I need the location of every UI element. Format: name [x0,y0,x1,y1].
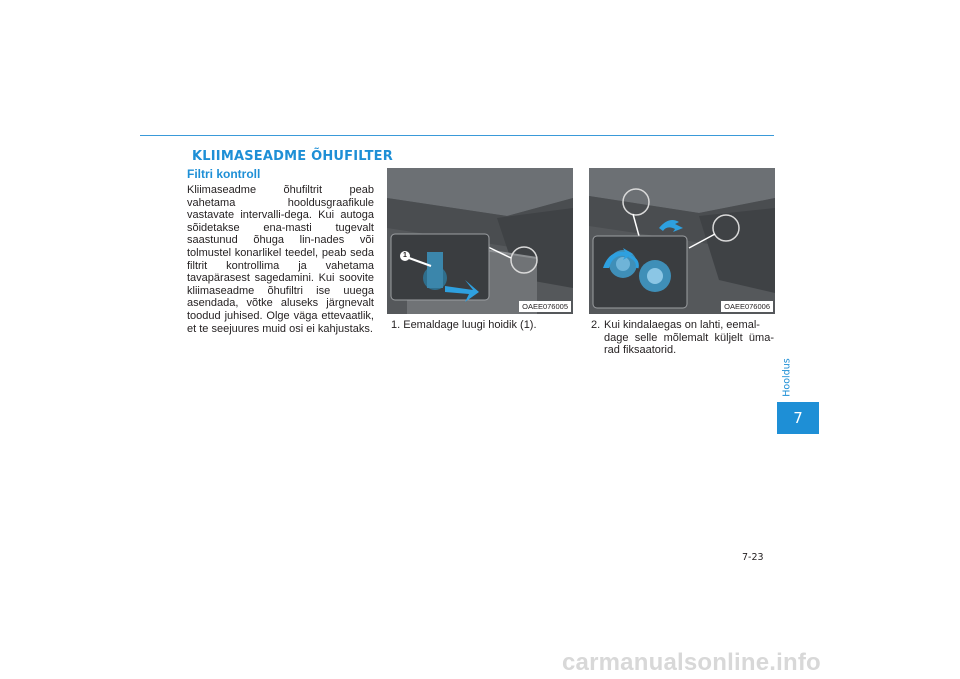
page-number: 7-23 [742,552,764,563]
watermark: carmanualsonline.info [562,649,821,676]
step-1-text: 1. Eemaldage luugi hoidik (1). [391,319,537,331]
chapter-side-label [777,355,797,400]
section-title: KLIIMASEADME ÕHUFILTER [192,149,393,164]
chapter-number-tab: 7 [777,402,819,434]
step-2 [591,319,774,357]
glovebox-stoppers-illustration [589,168,775,314]
step-2-continuation: dage selle mõlemalt küljelt üma-rad fiksaatorid. [604,331,774,357]
step-2-number: 2. [591,319,601,331]
figure-code: OAEE076005 [519,301,571,312]
step-2-line1: Kui kindalaegas on lahti, eemal- [604,319,760,331]
figure-glovebox-stoppers [589,168,775,314]
figure-glovebox-stay [387,168,573,314]
body-paragraph: Kliimaseadme õhufiltrit peab vahetama hooldusgraafikule vastavate intervalli-dega. Kui autoga sõidetakse ena-masti tugevalt saastunud õhuga lin-nades või tolmustel konarlikel teedel, peab seda filtrit kontrollima ja vahetama tavapärasest sagedamini. Kui soovite kliimaseadme õhufiltri ise uuega asendada, võtke aluseks järgnevalt toodud juhised. Olge väga ettevaatlik, et te seejuures muid osi ei kahjustaks. [187,184,374,335]
chapter-side-label-text: Hooldus [781,358,793,397]
subsection-title: Filtri kontroll [187,167,261,181]
header-rule [140,135,774,136]
figure-code: OAEE076006 [721,301,773,312]
callout-number: 1 [403,252,407,259]
glovebox-stay-illustration [387,168,573,314]
